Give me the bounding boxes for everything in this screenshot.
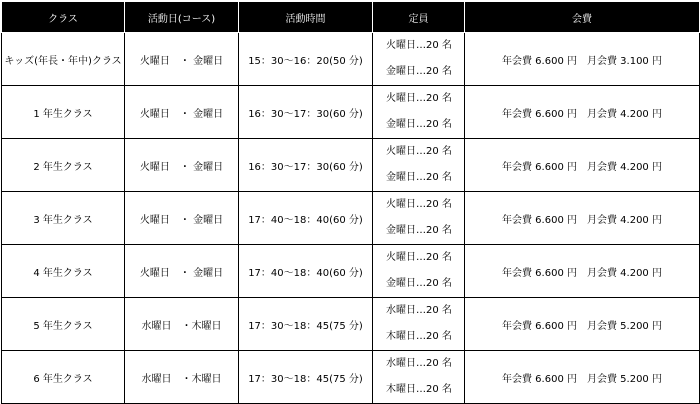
time-cell: 17：30～18：45(75 分) xyxy=(239,351,373,404)
capacity-line-2: 金曜日…20 名 xyxy=(386,66,452,77)
time-cell: 17：40～18：40(60 分) xyxy=(239,192,373,245)
fee-cell: 年会費 6.600 円 月会費 4.200 円 xyxy=(465,192,700,245)
capacity-line-2: 金曜日…20 名 xyxy=(386,119,452,130)
time-cell: 17：40～18：40(60 分) xyxy=(239,245,373,298)
capacity-line-1: 火曜日…20 名 xyxy=(386,40,452,51)
capacity-line-2: 金曜日…20 名 xyxy=(386,225,452,236)
table-row xyxy=(2,86,700,139)
time-cell: 16：30～17：30(60 分) xyxy=(239,139,373,192)
capacity-cell xyxy=(373,245,465,298)
time-cell: 15：30～16：20(50 分) xyxy=(239,33,373,86)
fee-cell: 年会費 6.600 円 月会費 5.200 円 xyxy=(465,298,700,351)
capacity-line-2: 金曜日…20 名 xyxy=(386,172,452,183)
capacity-cell xyxy=(373,139,465,192)
capacity-cell xyxy=(373,86,465,139)
days-cell: 水曜日 ・木曜日 xyxy=(125,351,239,404)
class-cell: 2 年生クラス xyxy=(2,139,125,192)
header-activity-days: 活動日(コース) xyxy=(125,2,239,33)
class-cell: 1 年生クラス xyxy=(2,86,125,139)
capacity-line-1: 火曜日…20 名 xyxy=(386,252,452,263)
header-class: クラス xyxy=(2,2,125,33)
header-fee: 会費 xyxy=(465,2,700,33)
header-capacity: 定員 xyxy=(373,2,465,33)
fee-cell: 年会費 6.600 円 月会費 4.200 円 xyxy=(465,86,700,139)
table-row xyxy=(2,245,700,298)
capacity-cell xyxy=(373,351,465,404)
capacity-cell xyxy=(373,192,465,245)
capacity-line-2: 木曜日…20 名 xyxy=(386,384,452,395)
fee-cell: 年会費 6.600 円 月会費 5.200 円 xyxy=(465,351,700,404)
fee-cell: 年会費 6.600 円 月会費 4.200 円 xyxy=(465,245,700,298)
class-cell: 6 年生クラス xyxy=(2,351,125,404)
header-activity-time: 活動時間 xyxy=(239,2,373,33)
time-cell: 16：30～17：30(60 分) xyxy=(239,86,373,139)
class-schedule-table xyxy=(1,1,700,404)
days-cell: 火曜日 ・ 金曜日 xyxy=(125,245,239,298)
days-cell: 火曜日 ・ 金曜日 xyxy=(125,86,239,139)
time-cell: 17：30～18：45(75 分) xyxy=(239,298,373,351)
fee-cell: 年会費 6.600 円 月会費 4.200 円 xyxy=(465,139,700,192)
table-row xyxy=(2,351,700,404)
table-row xyxy=(2,298,700,351)
days-cell: 火曜日 ・ 金曜日 xyxy=(125,139,239,192)
capacity-line-1: 火曜日…20 名 xyxy=(386,146,452,157)
header-row xyxy=(2,2,700,33)
capacity-line-1: 火曜日…20 名 xyxy=(386,93,452,104)
days-cell: 水曜日 ・木曜日 xyxy=(125,298,239,351)
capacity-cell xyxy=(373,298,465,351)
class-cell: 3 年生クラス xyxy=(2,192,125,245)
capacity-cell xyxy=(373,33,465,86)
table-row xyxy=(2,139,700,192)
days-cell: 火曜日 ・ 金曜日 xyxy=(125,33,239,86)
class-cell: キッズ(年長・年中)クラス xyxy=(2,33,125,86)
capacity-line-2: 木曜日…20 名 xyxy=(386,331,452,342)
fee-cell: 年会費 6.600 円 月会費 3.100 円 xyxy=(465,33,700,86)
capacity-line-1: 火曜日…20 名 xyxy=(386,199,452,210)
class-cell: 5 年生クラス xyxy=(2,298,125,351)
capacity-line-1: 水曜日…20 名 xyxy=(386,305,452,316)
capacity-line-2: 金曜日…20 名 xyxy=(386,278,452,289)
class-cell: 4 年生クラス xyxy=(2,245,125,298)
table-row xyxy=(2,192,700,245)
capacity-line-1: 水曜日…20 名 xyxy=(386,358,452,369)
table-row xyxy=(2,33,700,86)
days-cell: 火曜日 ・ 金曜日 xyxy=(125,192,239,245)
